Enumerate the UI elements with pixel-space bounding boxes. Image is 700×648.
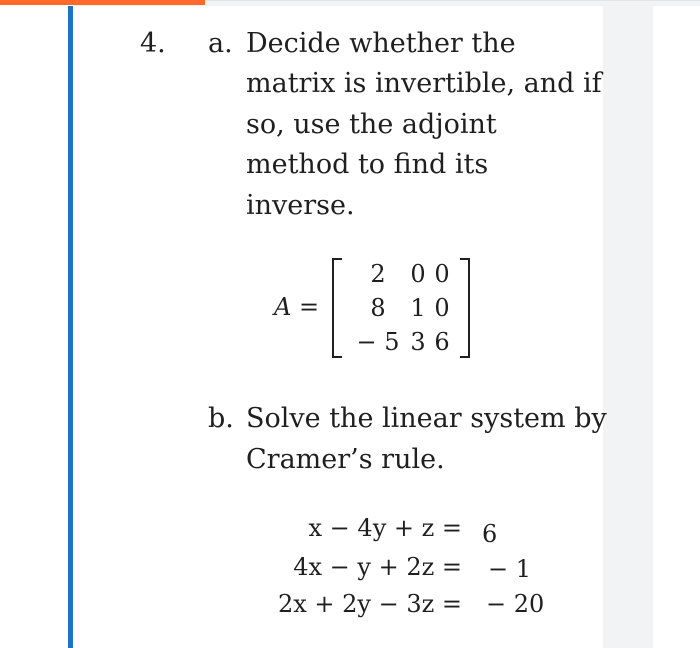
matrix-cell: 0 — [434, 294, 450, 322]
part-b-letter: b. — [208, 403, 234, 434]
part-a-line-2: matrix is invertible, and if — [246, 68, 602, 99]
part-a-letter: a. — [208, 28, 233, 59]
matrix-cell: 6 — [434, 328, 450, 356]
part-a-line-4: method to find its — [246, 149, 489, 180]
matrix-cell: 0 — [410, 260, 426, 288]
matrix-cell: 0 — [434, 260, 450, 288]
equation-rhs: 6 — [482, 520, 498, 548]
equation-lhs: 2x + 2y − 3z = — [277, 590, 462, 618]
matrix-cell: 1 — [410, 294, 426, 322]
equation-rhs: − 20 — [486, 590, 545, 618]
equation-rhs: − 1 — [488, 555, 532, 583]
matrix-cell: − 5 — [356, 328, 400, 356]
part-b-line-1: Solve the linear system by — [246, 403, 607, 434]
part-a-line-1: Decide whether the — [246, 28, 516, 59]
matrix-cell: 2 — [370, 260, 386, 288]
top-divider — [205, 0, 700, 1]
left-margin — [0, 5, 68, 648]
part-a-line-5: inverse. — [246, 190, 355, 221]
matrix-label: A = — [274, 293, 320, 321]
part-b-line-2: Cramer’s rule. — [246, 444, 445, 475]
equation-lhs: 4x − y + 2z = — [293, 553, 462, 581]
matrix-right-bracket — [460, 258, 470, 358]
equation-lhs: x − 4y + z = — [308, 514, 462, 542]
problem-number: 4. — [140, 28, 166, 59]
matrix-left-bracket — [332, 258, 342, 358]
part-a-line-3: so, use the adjoint — [246, 109, 497, 140]
right-panel — [653, 6, 700, 648]
matrix-cell: 8 — [370, 294, 386, 322]
matrix-cell: 3 — [410, 328, 426, 356]
